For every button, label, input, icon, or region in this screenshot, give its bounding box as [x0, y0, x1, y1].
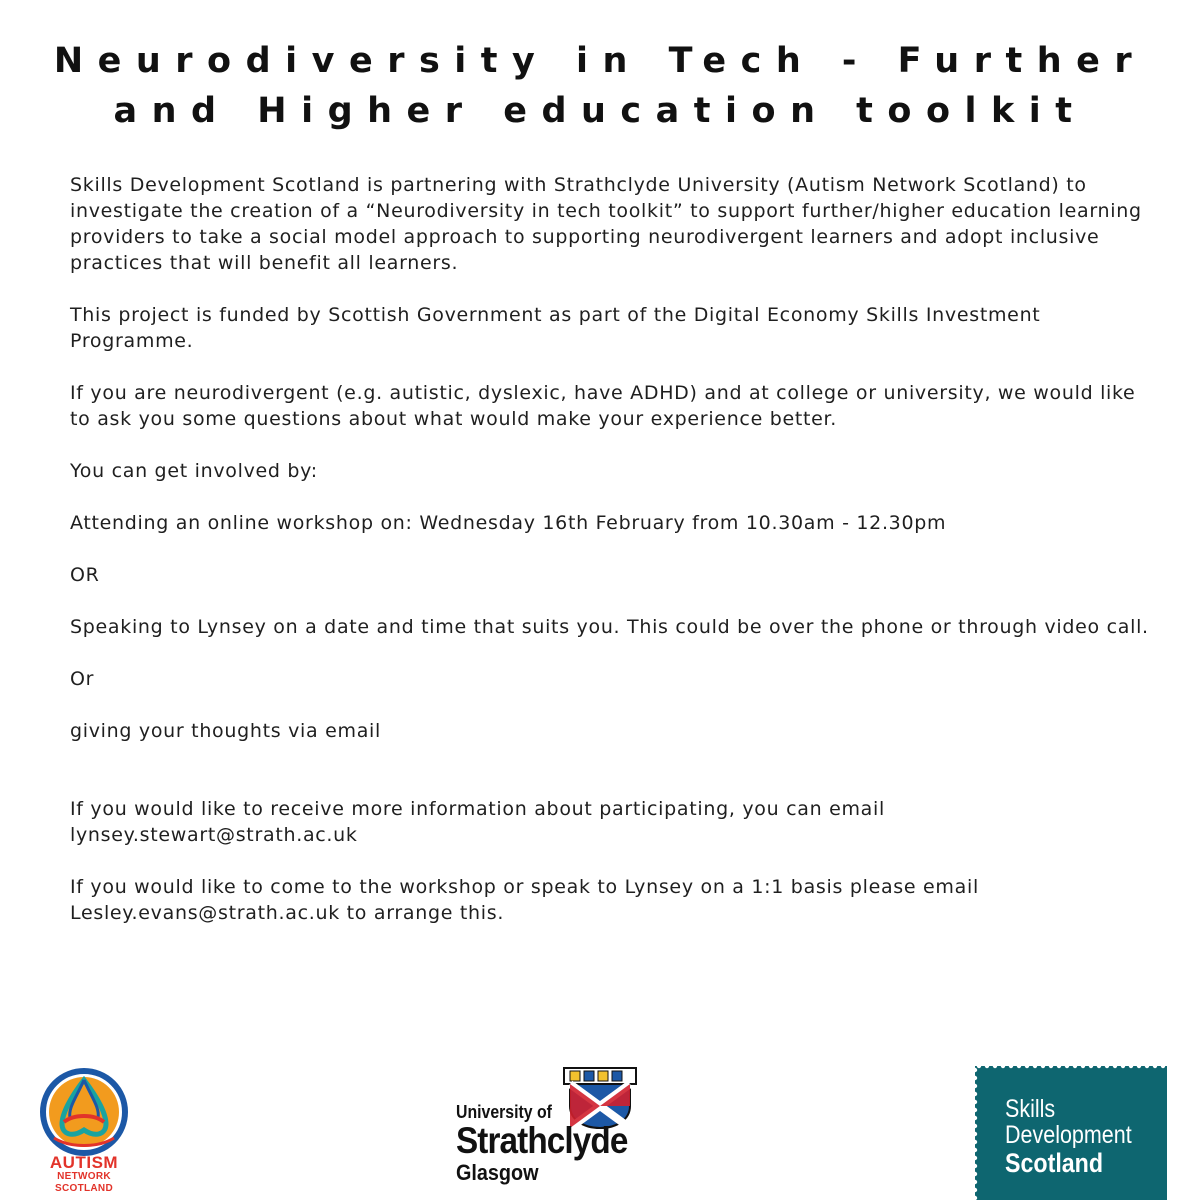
- autism-network-line-3: SCOTLAND: [55, 1183, 113, 1194]
- sds-line-2: Development: [1005, 1121, 1132, 1149]
- strathclyde-line-2: Strathclyde: [456, 1120, 628, 1161]
- body-content: [70, 172, 1150, 926]
- option-email: giving your thoughts via email: [70, 720, 382, 742]
- option-workshop: Attending an online workshop on: Wednesday 16th February from 10.30am - 12.30pm: [70, 512, 947, 534]
- title-line-1: Neurodiversity in Tech - Further: [53, 41, 1147, 81]
- arrange-paragraph: If you would like to come to the workshop or speak to Lynsey on a 1:1 basis please email Lesley.evans@strath.ac.uk to arrange this.: [70, 876, 979, 924]
- autism-network-line-2: NETWORK: [57, 1171, 111, 1182]
- strathclyde-line-3: Glasgow: [456, 1160, 539, 1185]
- or-separator-1: OR: [70, 564, 100, 586]
- strathclyde-logo: [450, 1066, 650, 1200]
- sds-line-1: Skills: [1005, 1095, 1056, 1123]
- intro-paragraph: Skills Development Scotland is partnering with Strathclyde University (Autism Network Scotland) to investigate the creation of a “Neurodiversity in tech toolkit” to support further/higher education learning providers to take a social model approach to supporting neurodivergent learners and adopt inclusive practices that will benefit all learners.: [70, 174, 1142, 274]
- autism-network-line-1: AUTISM: [49, 1153, 119, 1172]
- page-title: [0, 36, 1200, 136]
- strathclyde-line-1: University of: [456, 1102, 552, 1122]
- autism-network-knot-icon: [40, 1068, 128, 1156]
- autism-network-scotland-logo: [40, 1068, 128, 1198]
- or-separator-2: Or: [70, 668, 95, 690]
- info-paragraph: If you would like to receive more information about participating, you can email lynsey.stewart@strath.ac.uk: [70, 798, 885, 846]
- sds-logo: [975, 1066, 1167, 1200]
- funding-paragraph: This project is funded by Scottish Government as part of the Digital Economy Skills Investment Programme.: [70, 304, 1041, 352]
- audience-paragraph: If you are neurodivergent (e.g. autistic, dyslexic, have ADHD) and at college or university, we would like to ask you some questions about what would make your experience better.: [70, 382, 1136, 430]
- involved-heading: You can get involved by:: [70, 460, 318, 482]
- option-speak: Speaking to Lynsey on a date and time that suits you. This could be over the phone or through video call.: [70, 616, 1149, 638]
- sds-line-3: Scotland: [1005, 1148, 1104, 1178]
- title-line-2: and Higher education toolkit: [113, 91, 1087, 131]
